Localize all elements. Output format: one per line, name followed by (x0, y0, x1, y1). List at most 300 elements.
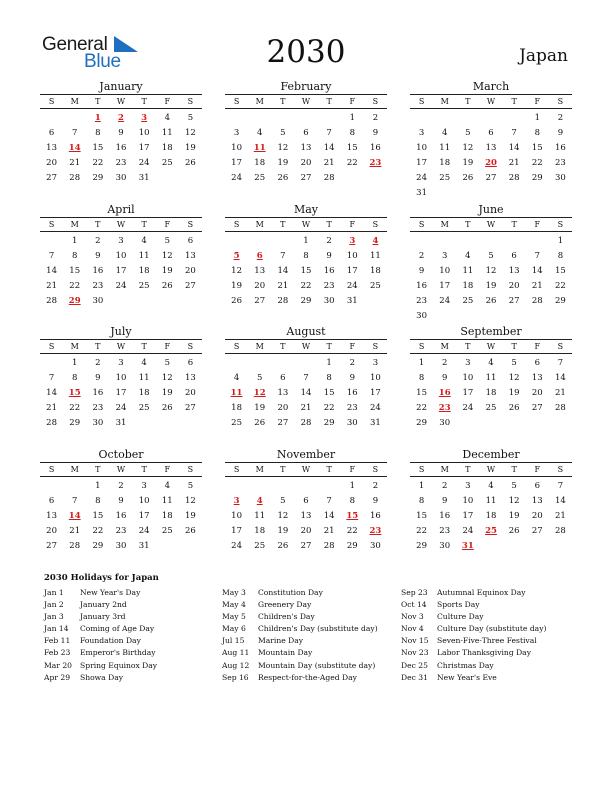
day-cell: 4 (488, 358, 494, 368)
month-title: March (472, 80, 510, 93)
day-cell: 19 (462, 158, 474, 168)
day-cell: 22 (346, 526, 358, 536)
day-cell: 21 (323, 526, 335, 536)
weekday-label: W (301, 342, 311, 351)
holiday-day-cell: 15 (346, 511, 359, 521)
weekday-label: T (326, 342, 332, 351)
day-cell: 13 (46, 511, 57, 521)
weekday-label: M (440, 465, 449, 474)
day-cell: 28 (300, 418, 312, 428)
day-cell: 12 (185, 128, 196, 138)
weekday-label: M (70, 465, 79, 474)
day-cell: 11 (161, 128, 173, 138)
day-cell: 8 (95, 496, 101, 506)
holiday-name: Sports Day (437, 600, 480, 610)
day-cell: 12 (508, 373, 520, 383)
day-cell: 7 (72, 496, 78, 506)
day-cell: 1 (349, 481, 355, 491)
day-cell: 21 (46, 281, 57, 291)
day-cell: 9 (118, 496, 124, 506)
day-grid (410, 111, 572, 201)
holiday-day-cell: 12 (253, 388, 266, 398)
day-cell: 4 (488, 481, 494, 491)
month-title: November (276, 448, 336, 461)
day-cell: 16 (115, 511, 127, 521)
day-cell: 27 (300, 173, 312, 183)
holiday-row (44, 647, 224, 659)
day-cell: 30 (439, 541, 451, 551)
day-cell: 18 (161, 143, 173, 153)
holiday-row (401, 635, 581, 647)
day-cell: 28 (555, 403, 566, 413)
day-cell: 24 (462, 403, 474, 413)
holiday-date: Jan 14 (44, 624, 69, 634)
month-title: June (478, 203, 504, 216)
holiday-row (222, 611, 402, 623)
day-cell: 1 (72, 236, 78, 246)
day-cell: 13 (300, 143, 312, 153)
weekday-label: W (301, 97, 311, 106)
day-cell: 10 (115, 251, 127, 261)
weekday-label: S (418, 342, 425, 351)
day-cell: 20 (46, 526, 57, 536)
day-cell: 13 (508, 266, 520, 276)
holiday-day-cell: 15 (68, 388, 81, 398)
day-cell: 22 (69, 403, 81, 413)
day-cell: 5 (280, 128, 286, 138)
weekday-label: W (486, 97, 496, 106)
day-cell: 27 (531, 403, 543, 413)
holiday-row (401, 623, 581, 635)
day-cell: 18 (462, 281, 474, 291)
day-cell: 21 (46, 403, 57, 413)
holiday-name: Autumnal Equinox Day (437, 588, 526, 597)
holiday-name: Foundation Day (80, 636, 141, 646)
weekday-label: S (372, 342, 379, 351)
day-cell: 26 (508, 403, 520, 413)
day-cell: 2 (418, 251, 425, 261)
holiday-name: Children's Day (258, 612, 315, 622)
holiday-name: Coming of Age Day (80, 624, 155, 634)
day-grid (410, 356, 572, 431)
day-cell: 30 (92, 418, 104, 428)
weekday-label: F (534, 97, 541, 106)
holiday-day-cell: 20 (485, 158, 497, 168)
holiday-date: Feb 11 (44, 636, 71, 646)
empty-cell (248, 111, 271, 126)
day-cell: 11 (370, 251, 381, 261)
weekday-label: S (372, 220, 379, 229)
day-cell: 14 (508, 143, 520, 153)
day-cell: 25 (439, 173, 451, 183)
day-cell: 13 (254, 266, 266, 276)
month-june (410, 203, 572, 324)
weekday-label: M (255, 220, 264, 229)
day-cell: 16 (555, 143, 566, 153)
weekday-label: T (141, 342, 147, 351)
day-cell: 18 (161, 511, 173, 521)
weekday-label: T (511, 220, 517, 229)
holiday-name: Marine Day (258, 636, 304, 646)
holiday-date: May 6 (222, 624, 246, 634)
holiday-name: Constitution Day (258, 588, 323, 597)
month-title: August (286, 325, 326, 338)
day-cell: 21 (323, 158, 335, 168)
day-cell: 28 (69, 541, 81, 551)
day-cell: 23 (92, 281, 104, 291)
weekday-header (410, 339, 572, 354)
day-cell: 12 (485, 266, 497, 276)
day-cell: 11 (439, 143, 451, 153)
day-cell: 5 (280, 496, 286, 506)
holiday-name: Culture Day (437, 612, 484, 622)
day-cell: 19 (185, 511, 196, 521)
holidays-title: 2030 Holidays for Japan (44, 573, 159, 583)
weekday-label: M (255, 342, 264, 351)
day-cell: 7 (280, 251, 286, 261)
day-cell: 6 (303, 496, 309, 506)
weekday-label: T (280, 220, 286, 229)
day-cell: 5 (465, 128, 471, 138)
empty-cell (456, 234, 479, 249)
day-cell: 20 (300, 526, 312, 536)
holiday-date: Feb 23 (44, 648, 71, 658)
empty-cell (271, 234, 294, 249)
day-cell: 2 (372, 113, 379, 123)
holiday-day-cell: 1 (94, 113, 101, 123)
empty-cell (294, 479, 317, 494)
weekday-label: T (95, 97, 101, 106)
empty-cell (40, 479, 63, 494)
day-cell: 10 (138, 128, 150, 138)
day-cell: 18 (231, 403, 242, 413)
calendar-country: Japan (519, 46, 568, 66)
empty-cell (456, 111, 479, 126)
day-cell: 27 (254, 296, 266, 306)
day-cell: 1 (303, 236, 309, 246)
day-cell: 2 (442, 481, 448, 491)
day-cell: 17 (439, 281, 451, 291)
day-cell: 30 (439, 418, 451, 428)
holiday-day-cell: 11 (253, 143, 266, 153)
day-cell: 6 (48, 128, 55, 138)
holiday-day-cell: 16 (438, 388, 451, 398)
day-cell: 22 (416, 403, 427, 413)
day-cell: 14 (46, 388, 57, 398)
day-cell: 27 (300, 541, 312, 551)
day-cell: 15 (92, 143, 104, 153)
day-cell: 5 (511, 358, 517, 368)
day-cell: 18 (485, 511, 497, 521)
holiday-name: Emperor's Birthday (80, 648, 156, 658)
weekday-label: T (465, 97, 471, 106)
weekday-header (225, 462, 387, 477)
empty-cell (503, 111, 526, 126)
day-cell: 13 (531, 373, 543, 383)
day-cell: 14 (555, 373, 566, 383)
day-cell: 4 (465, 251, 471, 261)
day-cell: 29 (555, 296, 566, 306)
weekday-header (40, 462, 202, 477)
day-cell: 31 (370, 418, 381, 428)
day-cell: 5 (164, 358, 170, 368)
weekday-label: T (326, 465, 332, 474)
day-cell: 13 (277, 388, 289, 398)
day-cell: 28 (508, 173, 520, 183)
empty-cell (225, 356, 248, 371)
day-cell: 30 (323, 296, 335, 306)
weekday-label: S (233, 465, 240, 474)
day-cell: 12 (161, 373, 173, 383)
day-cell: 16 (323, 266, 335, 276)
day-cell: 11 (138, 373, 150, 383)
weekday-label: T (465, 220, 471, 229)
empty-cell (271, 356, 294, 371)
day-cell: 3 (418, 128, 425, 138)
holiday-date: Nov 15 (401, 636, 429, 646)
month-august (225, 325, 387, 431)
holiday-date: Sep 23 (401, 588, 428, 597)
weekday-label: M (70, 220, 79, 229)
holiday-row (401, 587, 581, 599)
holiday-date: Mar 20 (44, 660, 73, 670)
day-cell: 30 (346, 418, 358, 428)
day-cell: 3 (372, 358, 379, 368)
day-cell: 6 (534, 481, 540, 491)
day-cell: 24 (115, 281, 127, 291)
day-cell: 25 (370, 281, 381, 291)
day-cell: 30 (115, 541, 127, 551)
holiday-name: Spring Equinox Day (80, 660, 158, 670)
day-cell: 6 (303, 128, 309, 138)
weekday-label: T (280, 342, 286, 351)
day-cell: 20 (508, 281, 520, 291)
day-cell: 28 (323, 173, 335, 183)
day-cell: 16 (416, 281, 427, 291)
day-cell: 20 (531, 511, 543, 521)
day-cell: 24 (115, 403, 127, 413)
day-cell: 2 (95, 358, 101, 368)
weekday-label: M (440, 342, 449, 351)
day-cell: 20 (531, 388, 543, 398)
month-february (225, 80, 387, 186)
day-cell: 28 (69, 173, 81, 183)
calendar-header (0, 0, 612, 80)
day-cell: 21 (508, 158, 520, 168)
day-cell: 18 (138, 388, 150, 398)
day-grid (410, 479, 572, 554)
day-cell: 28 (531, 296, 543, 306)
day-cell: 3 (141, 481, 147, 491)
weekday-header (40, 94, 202, 109)
day-grid (225, 356, 387, 431)
day-cell: 4 (164, 113, 170, 123)
day-cell: 24 (231, 173, 242, 183)
day-cell: 7 (326, 128, 332, 138)
day-cell: 19 (161, 388, 173, 398)
holiday-date: Dec 31 (401, 672, 428, 682)
day-grid (40, 356, 202, 431)
weekday-label: T (95, 220, 101, 229)
holiday-name: New Year's Eve (437, 672, 497, 682)
day-cell: 29 (416, 541, 427, 551)
holiday-row (401, 611, 581, 623)
day-cell: 12 (231, 266, 242, 276)
day-cell: 5 (257, 373, 263, 383)
day-cell: 20 (185, 266, 196, 276)
holiday-date: Jan 3 (44, 612, 64, 622)
day-cell: 1 (534, 113, 540, 123)
weekday-header (225, 217, 387, 232)
day-cell: 26 (462, 173, 474, 183)
day-cell: 7 (72, 128, 78, 138)
day-cell: 15 (416, 511, 427, 521)
day-cell: 1 (557, 236, 564, 246)
day-cell: 27 (485, 173, 497, 183)
holiday-day-cell: 6 (256, 251, 263, 261)
brand-word-blue: Blue (84, 51, 121, 72)
weekday-label: T (280, 465, 286, 474)
day-cell: 24 (138, 158, 150, 168)
day-cell: 5 (187, 481, 194, 491)
day-cell: 21 (69, 158, 81, 168)
day-cell: 25 (254, 541, 266, 551)
day-cell: 13 (185, 251, 196, 261)
day-cell: 9 (372, 496, 379, 506)
month-title: February (280, 80, 332, 93)
day-cell: 17 (416, 158, 427, 168)
holidays-column (44, 587, 224, 684)
empty-cell (271, 479, 294, 494)
day-cell: 15 (323, 388, 335, 398)
empty-cell (294, 111, 317, 126)
day-cell: 18 (439, 158, 451, 168)
day-cell: 3 (465, 481, 471, 491)
month-title: April (107, 203, 135, 216)
day-cell: 13 (46, 143, 57, 153)
weekday-header (225, 339, 387, 354)
weekday-label: F (164, 465, 171, 474)
day-cell: 19 (508, 511, 520, 521)
day-cell: 16 (346, 388, 358, 398)
day-cell: 31 (138, 173, 150, 183)
day-cell: 1 (95, 481, 101, 491)
day-cell: 29 (92, 173, 104, 183)
day-cell: 13 (485, 143, 497, 153)
holiday-row (44, 611, 224, 623)
weekday-label: S (187, 342, 194, 351)
holiday-date: Sep 16 (222, 672, 249, 682)
weekday-label: T (141, 97, 147, 106)
day-cell: 26 (254, 418, 266, 428)
day-cell: 1 (349, 113, 355, 123)
weekday-label: S (557, 342, 564, 351)
day-cell: 7 (48, 251, 55, 261)
day-cell: 12 (462, 143, 474, 153)
day-cell: 24 (370, 403, 381, 413)
day-cell: 10 (439, 266, 451, 276)
day-cell: 4 (442, 128, 448, 138)
day-cell: 19 (254, 403, 266, 413)
holiday-day-cell: 3 (349, 236, 356, 246)
month-november (225, 448, 387, 554)
weekday-label: T (465, 342, 471, 351)
day-cell: 13 (531, 496, 543, 506)
day-cell: 15 (346, 143, 358, 153)
month-july (40, 325, 202, 431)
month-title: July (110, 325, 132, 338)
day-cell: 19 (508, 388, 520, 398)
day-cell: 17 (462, 511, 474, 521)
weekday-label: F (164, 342, 171, 351)
day-cell: 29 (92, 541, 104, 551)
day-cell: 30 (416, 311, 427, 321)
day-cell: 20 (300, 158, 312, 168)
day-cell: 17 (370, 388, 381, 398)
day-cell: 9 (372, 128, 379, 138)
day-cell: 21 (531, 281, 543, 291)
weekday-header (410, 462, 572, 477)
day-cell: 16 (370, 511, 381, 521)
day-cell: 26 (161, 281, 173, 291)
holiday-day-cell: 3 (141, 113, 148, 123)
day-cell: 9 (442, 373, 448, 383)
weekday-label: M (440, 220, 449, 229)
holiday-date: Nov 3 (401, 612, 424, 622)
day-cell: 30 (115, 173, 127, 183)
weekday-header (40, 339, 202, 354)
month-december (410, 448, 572, 554)
day-cell: 31 (115, 418, 127, 428)
weekday-label: T (141, 465, 147, 474)
day-cell: 25 (138, 403, 150, 413)
day-cell: 9 (349, 373, 355, 383)
holiday-date: May 5 (222, 612, 246, 622)
weekday-label: S (233, 220, 240, 229)
holiday-row (222, 599, 402, 611)
day-cell: 20 (46, 158, 57, 168)
day-cell: 8 (349, 496, 355, 506)
day-cell: 19 (485, 281, 497, 291)
day-cell: 26 (161, 403, 173, 413)
day-cell: 1 (326, 358, 332, 368)
weekday-label: T (511, 97, 517, 106)
day-cell: 27 (531, 526, 543, 536)
day-cell: 2 (349, 358, 355, 368)
holiday-date: Nov 23 (401, 648, 429, 658)
weekday-label: S (187, 465, 194, 474)
day-cell: 15 (531, 143, 543, 153)
weekday-label: W (486, 220, 496, 229)
day-cell: 8 (303, 251, 309, 261)
day-cell: 16 (92, 266, 104, 276)
day-cell: 6 (534, 358, 540, 368)
day-cell: 23 (92, 403, 104, 413)
weekday-label: F (534, 342, 541, 351)
day-cell: 20 (185, 388, 196, 398)
day-cell: 10 (231, 511, 242, 521)
weekday-label: F (349, 220, 356, 229)
weekday-label: M (70, 342, 79, 351)
holiday-row (44, 623, 224, 635)
day-cell: 19 (277, 158, 289, 168)
day-cell: 3 (118, 236, 124, 246)
weekday-label: S (48, 97, 55, 106)
day-cell: 29 (346, 541, 358, 551)
day-cell: 23 (115, 158, 127, 168)
holiday-row (222, 587, 402, 599)
empty-cell (433, 111, 456, 126)
